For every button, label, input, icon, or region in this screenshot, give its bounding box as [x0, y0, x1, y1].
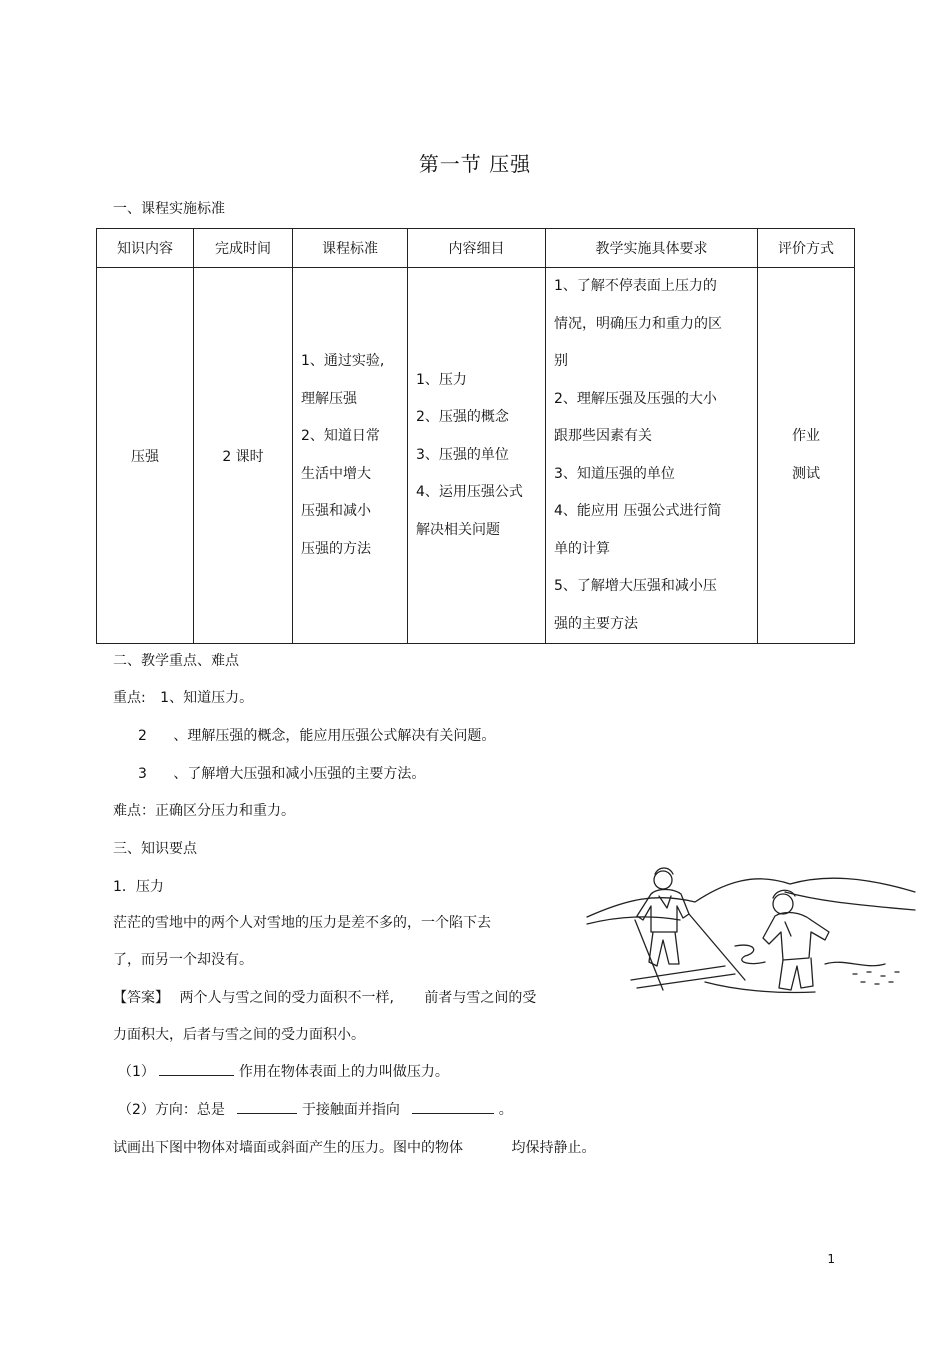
standard-line: 生活中增大 [301, 465, 371, 482]
answer-line [113, 987, 536, 1007]
key-point-1 [113, 687, 253, 707]
question-2-end: 。 [498, 1102, 513, 1118]
answer-text-a: 两个人与雪之间的受力面积不一样, [179, 990, 394, 1006]
requirement-line: 5、了解增大压强和减小压 [554, 578, 717, 594]
difficulty-line: 难点：正确区分压力和重力。 [113, 803, 295, 819]
evaluation-line: 作业 [792, 428, 820, 444]
detail-line: 2、压强的概念 [416, 409, 509, 426]
detail-line: 1、压力 [416, 371, 467, 388]
section-heading-knowledge: 三、知识要点 [113, 841, 197, 857]
answer-line-2: 力面积大，后者与雪之间的受力面积小。 [113, 1027, 365, 1043]
snow-illustration [585, 862, 920, 1002]
evaluation-line: 测试 [792, 465, 820, 482]
cell-requirements [546, 268, 758, 644]
detail-line: 3、压强的单位 [416, 446, 509, 463]
header-requirements: 教学实施具体要求 [546, 229, 758, 268]
header-time: 完成时间 [194, 229, 293, 268]
standard-line: 2、知道日常 [301, 428, 380, 444]
cell-knowledge: 压强 [97, 268, 194, 644]
key-label: 重点: [113, 690, 146, 706]
fill-blank[interactable] [412, 1099, 494, 1114]
section-heading-key-points: 二、教学重点、难点 [113, 653, 239, 669]
key-point-2-text: 、理解压强的概念，能应用压强公式解决有关问题。 [173, 728, 496, 744]
header-details: 内容细目 [408, 229, 546, 268]
cell-time: 2 课时 [194, 268, 293, 644]
answer-label: 【答案】 [113, 990, 169, 1006]
standard-line: 压强和减小 [301, 503, 371, 519]
fill-blank[interactable] [237, 1099, 297, 1114]
table-row [97, 268, 855, 644]
key-point-3 [138, 763, 425, 783]
answer-text-b: 前者与雪之间的受 [424, 990, 537, 1006]
standard-line: 压强的方法 [301, 540, 371, 557]
paragraph-line: 茫茫的雪地中的两个人对雪地的压力是差不多的，一个陷下去 [113, 915, 491, 931]
header-knowledge: 知识内容 [97, 229, 194, 268]
requirement-line: 强的主要方法 [554, 615, 638, 632]
fill-blank[interactable] [159, 1061, 234, 1076]
cell-details [408, 268, 546, 644]
page-title: 第一节 压强 [418, 152, 532, 176]
cell-evaluation [758, 268, 855, 644]
question-2 [118, 1099, 513, 1119]
key-point-3-number: 3 [138, 766, 147, 782]
curriculum-table [96, 228, 855, 644]
question-2-mid: 于接触面并指向 [301, 1102, 400, 1118]
item-pressure-heading: 1．压力 [113, 879, 164, 895]
requirement-line: 2、理解压强及压强的大小 [554, 390, 717, 407]
instruction-text-b: 均保持静止。 [511, 1140, 596, 1156]
instruction-line [113, 1137, 595, 1157]
requirement-line: 别 [554, 353, 568, 369]
key-point-2 [138, 725, 495, 745]
question-1-suffix: 作用在物体表面上的力叫做压力。 [238, 1064, 449, 1080]
key-point-3-text: 、了解增大压强和减小压强的主要方法。 [173, 766, 426, 782]
requirement-line: 3、知道压强的单位 [554, 465, 675, 482]
key-point-1-text: 1、知道压力。 [160, 690, 254, 706]
requirement-line: 单的计算 [554, 540, 610, 557]
requirement-line: 4、能应用 压强公式进行简 [554, 503, 722, 519]
question-1-prefix: （1） [118, 1064, 155, 1080]
requirement-line: 跟那些因素有关 [554, 428, 652, 444]
paragraph-line: 了，而另一个却没有。 [113, 952, 253, 968]
table-header-row [97, 229, 855, 268]
key-point-2-number: 2 [138, 728, 147, 744]
requirement-line: 情况，明确压力和重力的区 [554, 315, 722, 332]
header-evaluation: 评价方式 [758, 229, 855, 268]
cell-standard [293, 268, 408, 644]
question-2-prefix: （2）方向：总是 [118, 1102, 225, 1118]
question-1 [118, 1061, 449, 1081]
page-number: 1 [827, 1252, 835, 1266]
header-standard: 课程标准 [293, 229, 408, 268]
detail-line: 解决相关问题 [416, 521, 500, 538]
standard-line: 1、通过实验, [301, 353, 385, 369]
detail-line: 4、运用压强公式 [416, 484, 523, 501]
instruction-text-a: 试画出下图中物体对墙面或斜面产生的压力。图中的物体 [113, 1140, 463, 1156]
section-heading-standards: 一、课程实施标准 [113, 201, 225, 217]
requirement-line: 1、了解不停表面上压力的 [554, 278, 717, 294]
standard-line: 理解压强 [301, 390, 357, 407]
